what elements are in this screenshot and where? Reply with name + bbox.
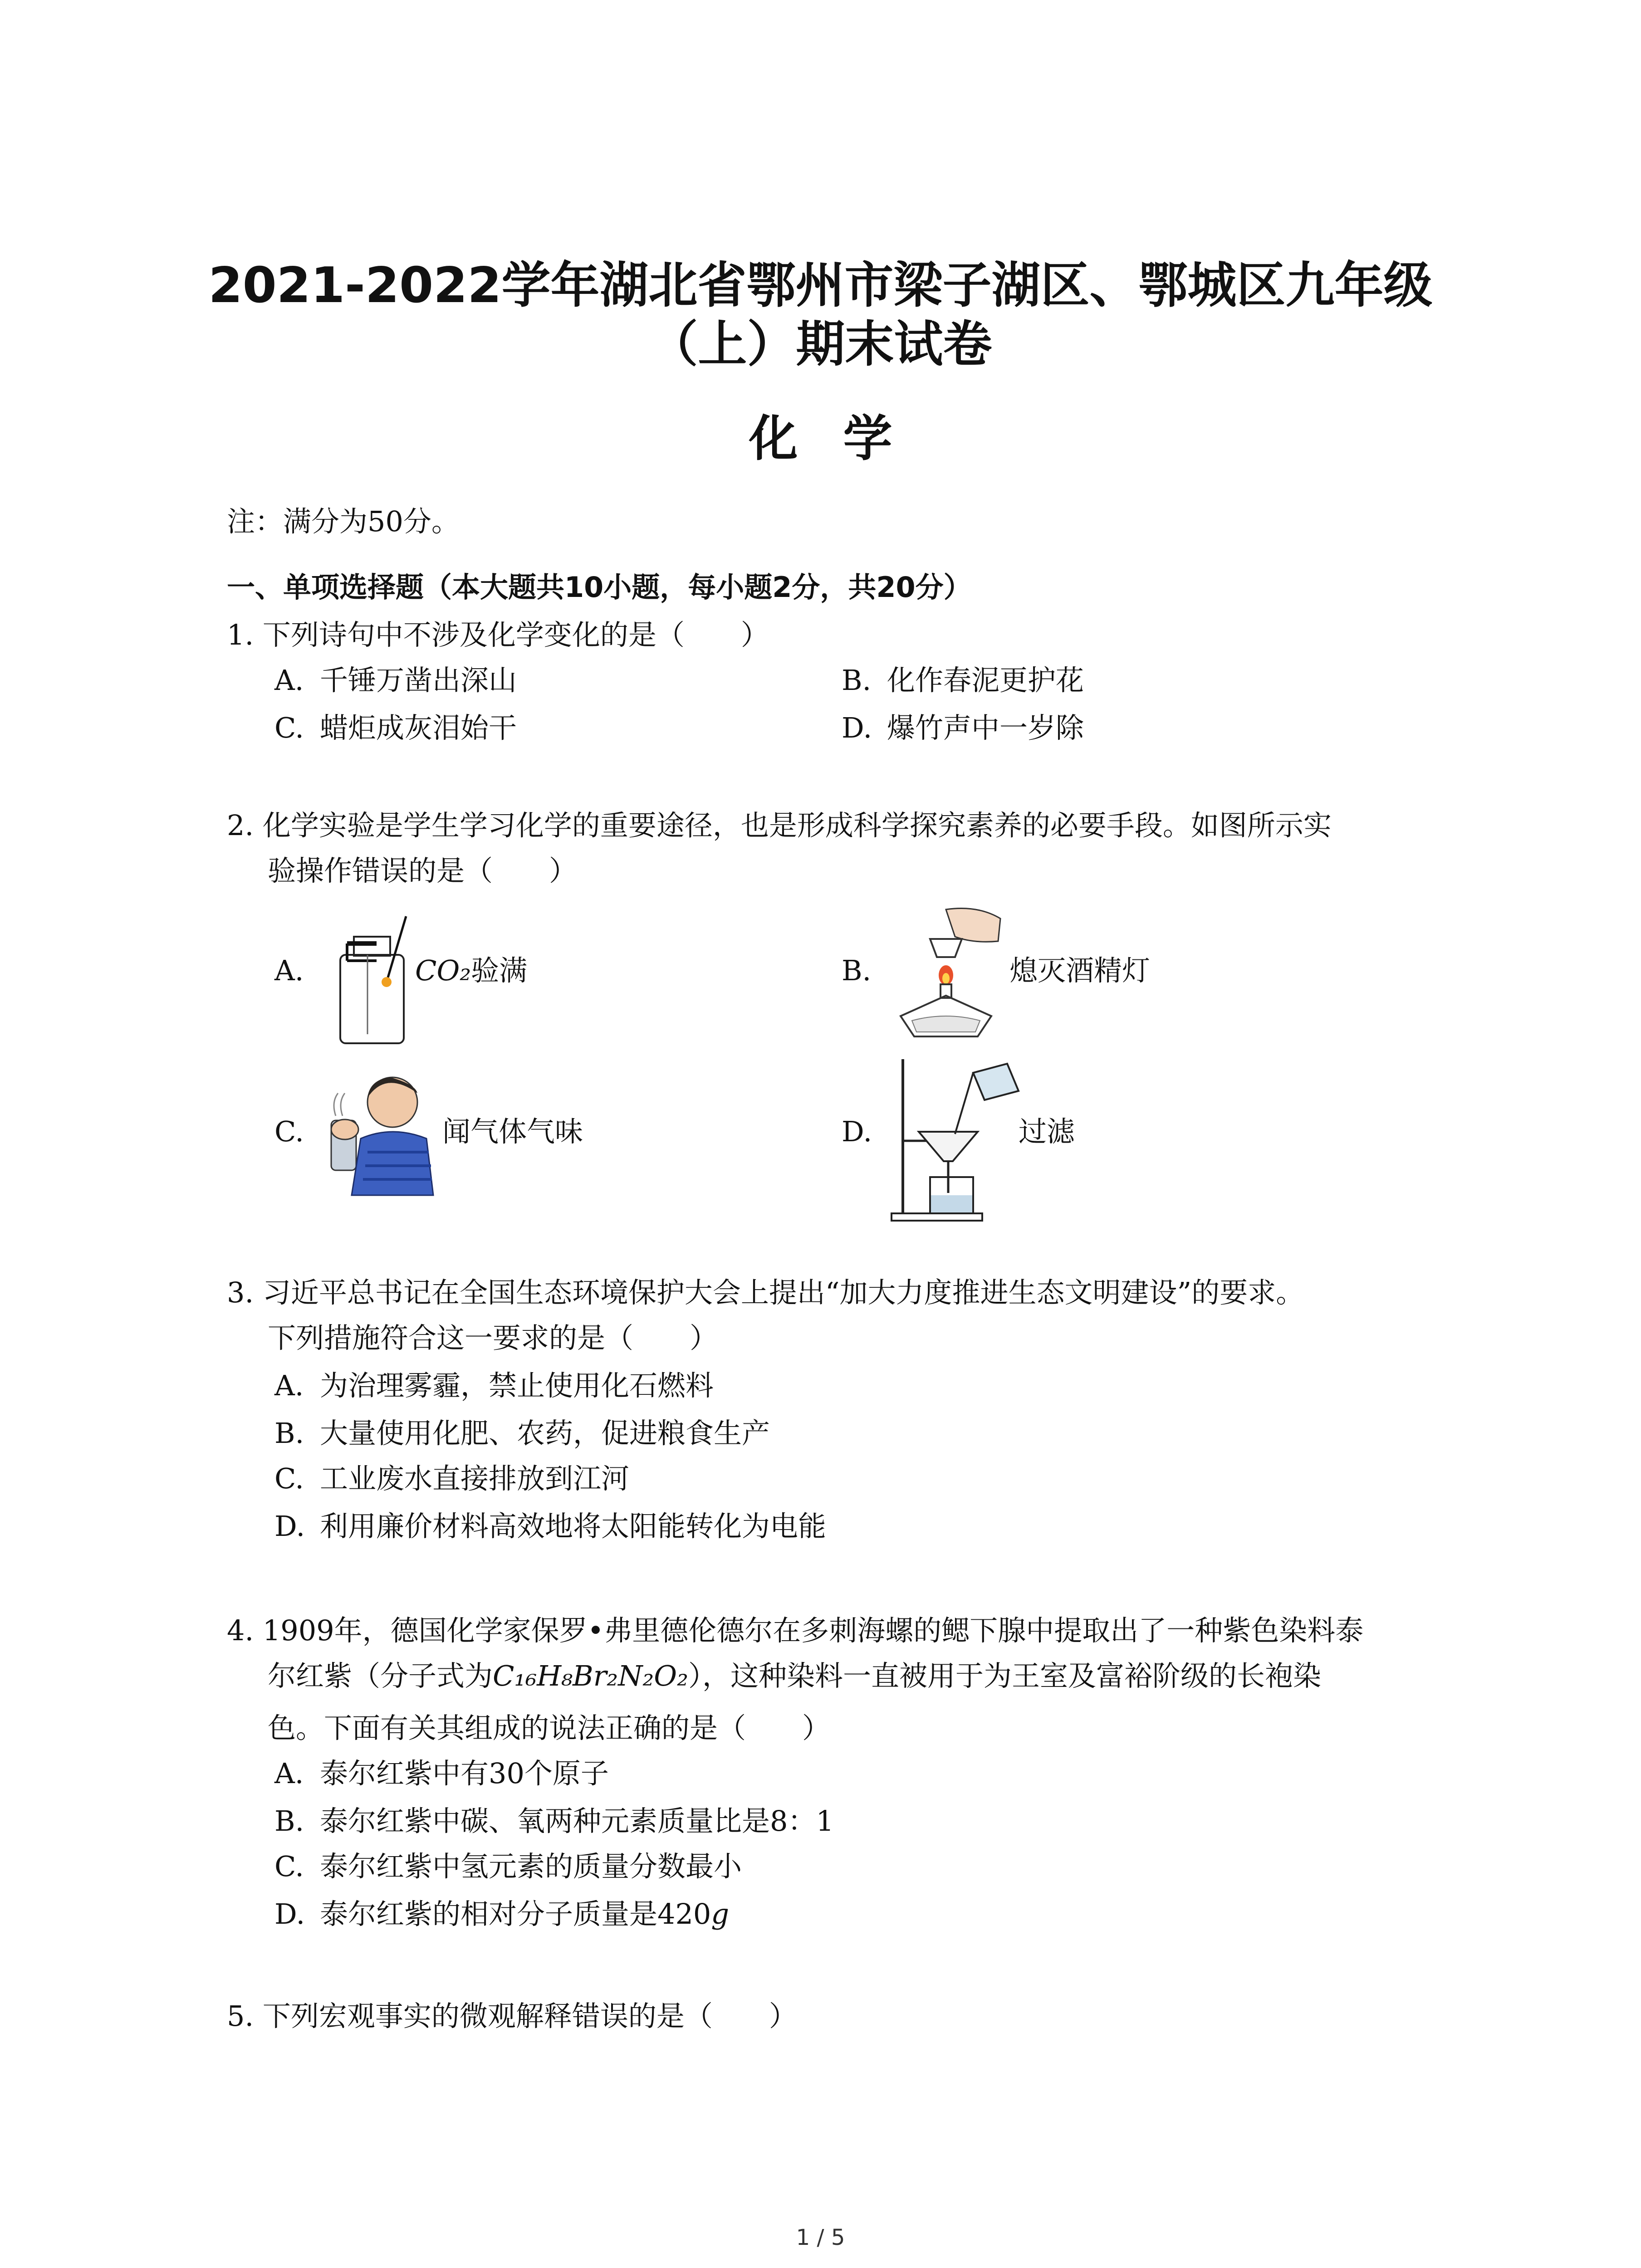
q3-option-d (274, 1508, 826, 1545)
q1-option-d (842, 710, 1084, 746)
smelling-gas-student-icon (318, 1066, 445, 1198)
q2-option-d-label: 过滤 (1019, 1115, 1075, 1148)
section-heading: 一、单项选择题（本大题共10小题，每小题2分，共20分） (227, 571, 972, 604)
co2-formula: CO₂ (415, 954, 471, 987)
option-key: A. (274, 1369, 304, 1402)
option-key: C. (274, 1850, 304, 1883)
q4-stem-line1: 4. 1909年，德国化学家保罗•弗里德伦德尔在多刺海螺的鳃下腺中提取出了一种紫色染料泰 (227, 1614, 1364, 1647)
q2-stem-line1: 2. 化学实验是学生学习化学的重要途径，也是形成科学探究素养的必要手段。如图所示实 (227, 809, 1332, 842)
option-text: 爆竹声中一岁除 (887, 711, 1084, 744)
q2-option-b-label: 熄灭酒精灯 (1009, 954, 1151, 987)
q3-option-a (274, 1368, 714, 1404)
q1-option-a (274, 662, 517, 699)
q2-option-c-label: 闻气体气味 (442, 1115, 583, 1148)
option-text: 泰尔红紫中氢元素的质量分数最小 (320, 1850, 742, 1883)
option-key: B. (274, 1804, 304, 1838)
q2-stem-line2: 验操作错误的是（ ） (268, 854, 578, 887)
option-key: D. (274, 1510, 305, 1543)
q3-option-c (274, 1461, 629, 1497)
q2-option-d-key: D. (842, 1115, 872, 1148)
option-key: A. (274, 664, 304, 697)
page-title-line1: 2021-2022学年湖北省鄂州市梁子湖区、鄂城区九年级 (208, 257, 1433, 314)
unit-g: g (711, 1897, 730, 1931)
q4-option-c (274, 1848, 742, 1885)
q2-option-a-label (415, 953, 527, 989)
q4-molecular-formula: C₁₆H₈Br₂N₂O₂ (493, 1659, 688, 1692)
q4-stem-line3: 色。下面有关其组成的说法正确的是（ ） (268, 1711, 831, 1745)
subject-heading: 化学 (749, 411, 938, 467)
q2-option-b-key: B. (842, 954, 872, 987)
q3-option-b (274, 1415, 770, 1452)
option-key: D. (274, 1897, 305, 1931)
option-text: 蜡炬成灰泪始干 (320, 711, 517, 744)
q4-option-b (274, 1803, 834, 1839)
option-text: 千锤万凿出深山 (320, 664, 517, 697)
option-text: 泰尔红紫中有30个原子 (320, 1757, 609, 1790)
filtration-apparatus-icon (887, 1052, 1023, 1225)
option-text: 工业废水直接排放到江河 (320, 1462, 630, 1495)
page-number: 1 / 5 (796, 2225, 845, 2250)
q4-stem-part1: 尔红紫（分子式为 (268, 1659, 493, 1692)
q1-option-b (842, 662, 1084, 699)
q1-stem: 1. 下列诗句中不涉及化学变化的是（ ） (227, 618, 769, 651)
page-title-line2: （上）期末试卷 (649, 316, 992, 373)
option-text: 泰尔红紫中碳、氧两种元素质量比是8：1 (320, 1804, 834, 1838)
option-key: C. (274, 711, 304, 744)
q1-option-c (274, 710, 517, 746)
option-text: 为治理雾霾，禁止使用化石燃料 (320, 1369, 714, 1402)
option-text: 化作春泥更护花 (887, 664, 1084, 697)
option-text: 验满 (471, 954, 528, 987)
option-text: 利用廉价材料高效地将太阳能转化为电能 (320, 1510, 827, 1543)
option-key: B. (274, 1417, 304, 1450)
gas-bottle-icon (313, 912, 422, 1048)
option-text: 泰尔红紫的相对分子质量是420 (320, 1897, 711, 1931)
option-text: 大量使用化肥、农药，促进粮食生产 (320, 1417, 770, 1450)
option-key: B. (842, 664, 872, 697)
option-key: C. (274, 1462, 304, 1495)
q4-stem-line2 (268, 1658, 1321, 1694)
score-note: 注：满分为50分。 (227, 505, 460, 538)
q5-stem: 5. 下列宏观事实的微观解释错误的是（ ） (227, 1999, 797, 2033)
option-key: D. (842, 711, 872, 744)
alcohol-lamp-icon (887, 900, 1014, 1046)
q4-option-d (274, 1896, 729, 1932)
option-key: A. (274, 1757, 304, 1790)
q4-option-a (274, 1755, 609, 1792)
q2-option-a-key: A. (274, 954, 304, 987)
q3-stem-line2: 下列措施符合这一要求的是（ ） (268, 1321, 718, 1354)
q4-stem-part2: ），这种染料一直被用于为王室及富裕阶级的长袍染 (688, 1659, 1321, 1692)
q3-stem-line1: 3. 习近平总书记在全国生态环境保护大会上提出“加大力度推进生态文明建设”的要求。 (227, 1276, 1304, 1309)
q2-option-c-key: C. (274, 1115, 304, 1148)
